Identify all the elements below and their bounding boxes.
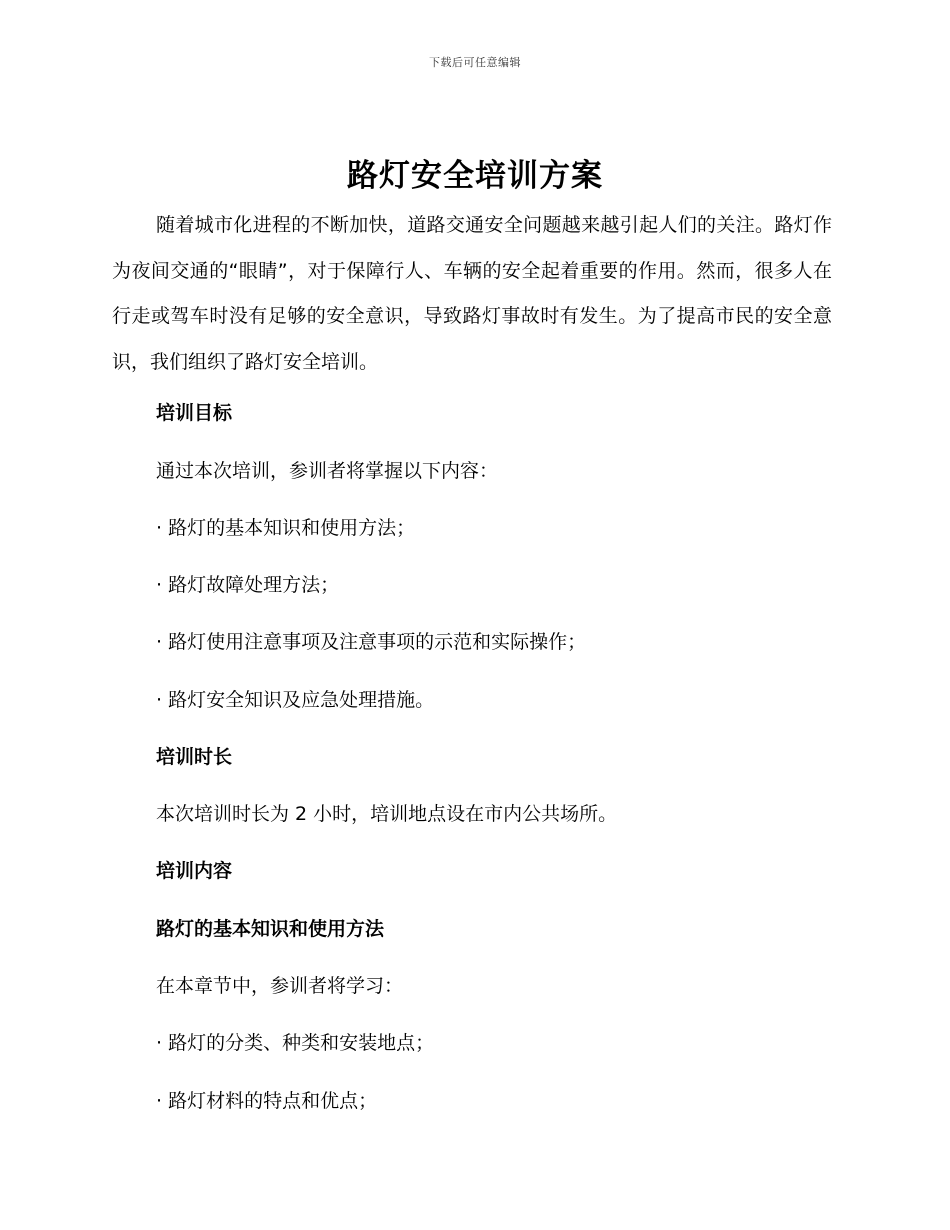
content-heading: 培训内容 xyxy=(156,860,233,882)
content-list-item: · 路灯材料的特点和优点； xyxy=(156,1090,378,1112)
content-sub-heading: 路灯的基本知识和使用方法 xyxy=(156,918,385,940)
duration-heading: 培训时长 xyxy=(156,746,233,768)
goal-list-item: · 路灯的基本知识和使用方法； xyxy=(156,517,416,539)
goal-list-item: · 路灯故障处理方法； xyxy=(156,574,340,596)
goal-intro: 通过本次培训，参训者将掌握以下内容： xyxy=(156,460,499,482)
header-note: 下载后可任意编辑 xyxy=(429,56,521,69)
intro-paragraph: 随着城市化进程的不断加快，道路交通安全问题越来越引起人们的关注。路灯作为夜间交通的“眼睛”，对于保障行人、车辆的安全起着重要的作用。然而，很多人在行走或驾车时没有足够的安全意识，导致路灯事故时有发生。为了提高市民的安全意识，我们组织了路灯安全培训。 xyxy=(112,214,832,373)
duration-text: 本次培训时长为 2 小时，培训地点设在市内公共场所。 xyxy=(156,803,618,825)
goal-list-item: · 路灯使用注意事项及注意事项的示范和实际操作； xyxy=(156,631,587,653)
goal-list-item: · 路灯安全知识及应急处理措施。 xyxy=(156,689,435,711)
document-title: 路灯安全培训方案 xyxy=(347,158,603,194)
content-list-item: · 路灯的分类、种类和安装地点； xyxy=(156,1032,435,1054)
content-intro: 在本章节中，参训者将学习： xyxy=(156,975,404,997)
goal-heading: 培训目标 xyxy=(156,402,233,424)
